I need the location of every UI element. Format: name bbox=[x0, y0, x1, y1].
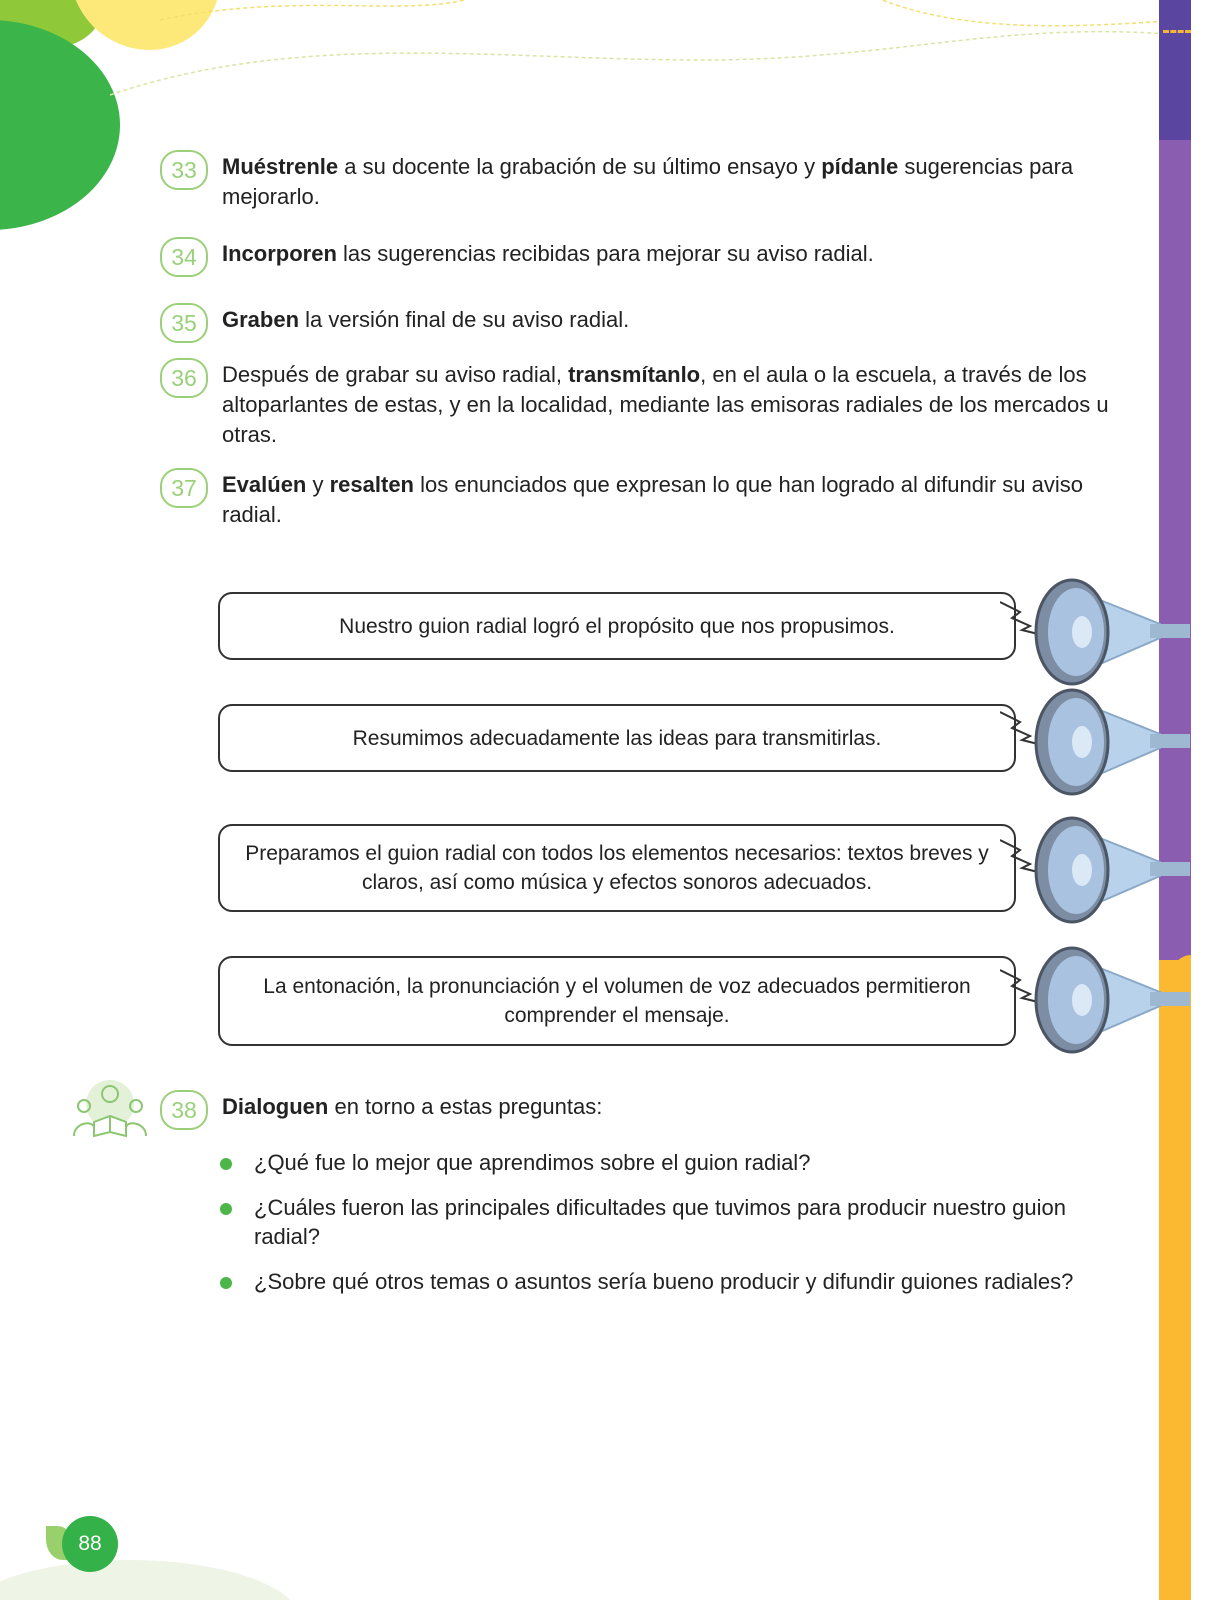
green-blob-decoration bbox=[0, 20, 120, 230]
reading-group-icon bbox=[68, 1078, 152, 1140]
question-text: ¿Cuáles fueron las principales dificultades que tuvimos para producir nuestro guion radial? bbox=[254, 1195, 1067, 1249]
text-span: a su docente la grabación de su último ensayo y bbox=[338, 154, 822, 179]
bold-verb: pídanle bbox=[821, 154, 899, 179]
statement-box[interactable]: La entonación, la pronunciación y el volumen de voz adecuados permitieron comprender el mensaje. bbox=[218, 956, 1016, 1046]
yellow-blob-decoration bbox=[70, 0, 220, 50]
step-number: 35 bbox=[160, 303, 208, 343]
bullet-dot-icon bbox=[220, 1277, 232, 1289]
instruction-33 bbox=[160, 150, 1122, 212]
instruction-37 bbox=[160, 468, 1122, 530]
step-number: 36 bbox=[160, 358, 208, 398]
side-band-yellow bbox=[1159, 960, 1191, 1600]
text-span: las sugerencias recibidas para mejorar su aviso radial. bbox=[336, 241, 874, 266]
step-number: 38 bbox=[160, 1090, 208, 1130]
bold-verb: Muéstrenle bbox=[222, 154, 339, 179]
bullet-dot-icon bbox=[220, 1203, 232, 1215]
side-band-dark bbox=[1159, 0, 1191, 140]
text-span: y bbox=[306, 472, 330, 497]
question-text: ¿Qué fue lo mejor que aprendimos sobre el guion radial? bbox=[254, 1150, 811, 1175]
statement-box[interactable]: Resumimos adecuadamente las ideas para transmitirlas. bbox=[218, 704, 1016, 772]
bold-verb: Incorporen bbox=[222, 241, 337, 266]
bold-verb: Dialoguen bbox=[222, 1094, 329, 1119]
instruction-text bbox=[222, 1092, 1122, 1122]
corner-leaf-decoration bbox=[0, 0, 100, 50]
instruction-38 bbox=[160, 1090, 1122, 1130]
instruction-text bbox=[222, 470, 1122, 530]
megaphone-icon bbox=[1000, 572, 1190, 687]
list-item bbox=[218, 1148, 1118, 1177]
step-number: 37 bbox=[160, 468, 208, 508]
question-text: ¿Sobre qué otros temas o asuntos sería bueno producir y difundir guiones radiales? bbox=[254, 1269, 1074, 1294]
bottom-arc-decoration bbox=[0, 1560, 300, 1600]
bold-verb: transmítanlo bbox=[568, 362, 701, 387]
instruction-34 bbox=[160, 237, 1122, 277]
text-span: Después de grabar su aviso radial, bbox=[222, 362, 569, 387]
text-span: la versión final de su aviso radial. bbox=[299, 307, 630, 332]
bold-verb: Evalúen bbox=[222, 472, 307, 497]
text-span: los enunciados que expresan lo que han logrado al difundir su aviso radial. bbox=[222, 472, 1084, 527]
question-list bbox=[218, 1148, 1118, 1312]
text-span: , en el aula o la escuela, a través de los altoparlantes de estas, y en la localidad, mediante las emisoras radiales de los mercados u otras. bbox=[222, 362, 1109, 447]
instruction-text bbox=[222, 239, 1122, 269]
instruction-text bbox=[222, 152, 1122, 212]
statement-box[interactable]: Preparamos el guion radial con todos los elementos necesarios: textos breves y claros, así como música y efectos sonoros adecuados. bbox=[218, 824, 1016, 912]
page-number: 88 bbox=[62, 1516, 118, 1572]
megaphone-icon bbox=[1000, 682, 1190, 797]
list-item bbox=[218, 1267, 1118, 1296]
bold-verb: Graben bbox=[222, 307, 300, 332]
bold-verb: resalten bbox=[329, 472, 414, 497]
instruction-36 bbox=[160, 358, 1122, 450]
step-number: 34 bbox=[160, 237, 208, 277]
wavy-line-decoration bbox=[0, 0, 1215, 110]
bullet-dot-icon bbox=[220, 1158, 232, 1170]
instruction-35 bbox=[160, 303, 1122, 343]
list-item bbox=[218, 1193, 1118, 1251]
statement-box[interactable]: Nuestro guion radial logró el propósito que nos propusimos. bbox=[218, 592, 1016, 660]
text-span: en torno a estas preguntas: bbox=[328, 1094, 603, 1119]
step-number: 33 bbox=[160, 150, 208, 190]
megaphone-icon bbox=[1000, 810, 1190, 925]
instruction-text bbox=[222, 360, 1122, 450]
megaphone-icon bbox=[1000, 940, 1190, 1055]
dash-mark-decoration bbox=[1163, 30, 1191, 34]
text-span: sugerencias para mejorarlo. bbox=[222, 154, 1074, 209]
instruction-text bbox=[222, 305, 1122, 335]
